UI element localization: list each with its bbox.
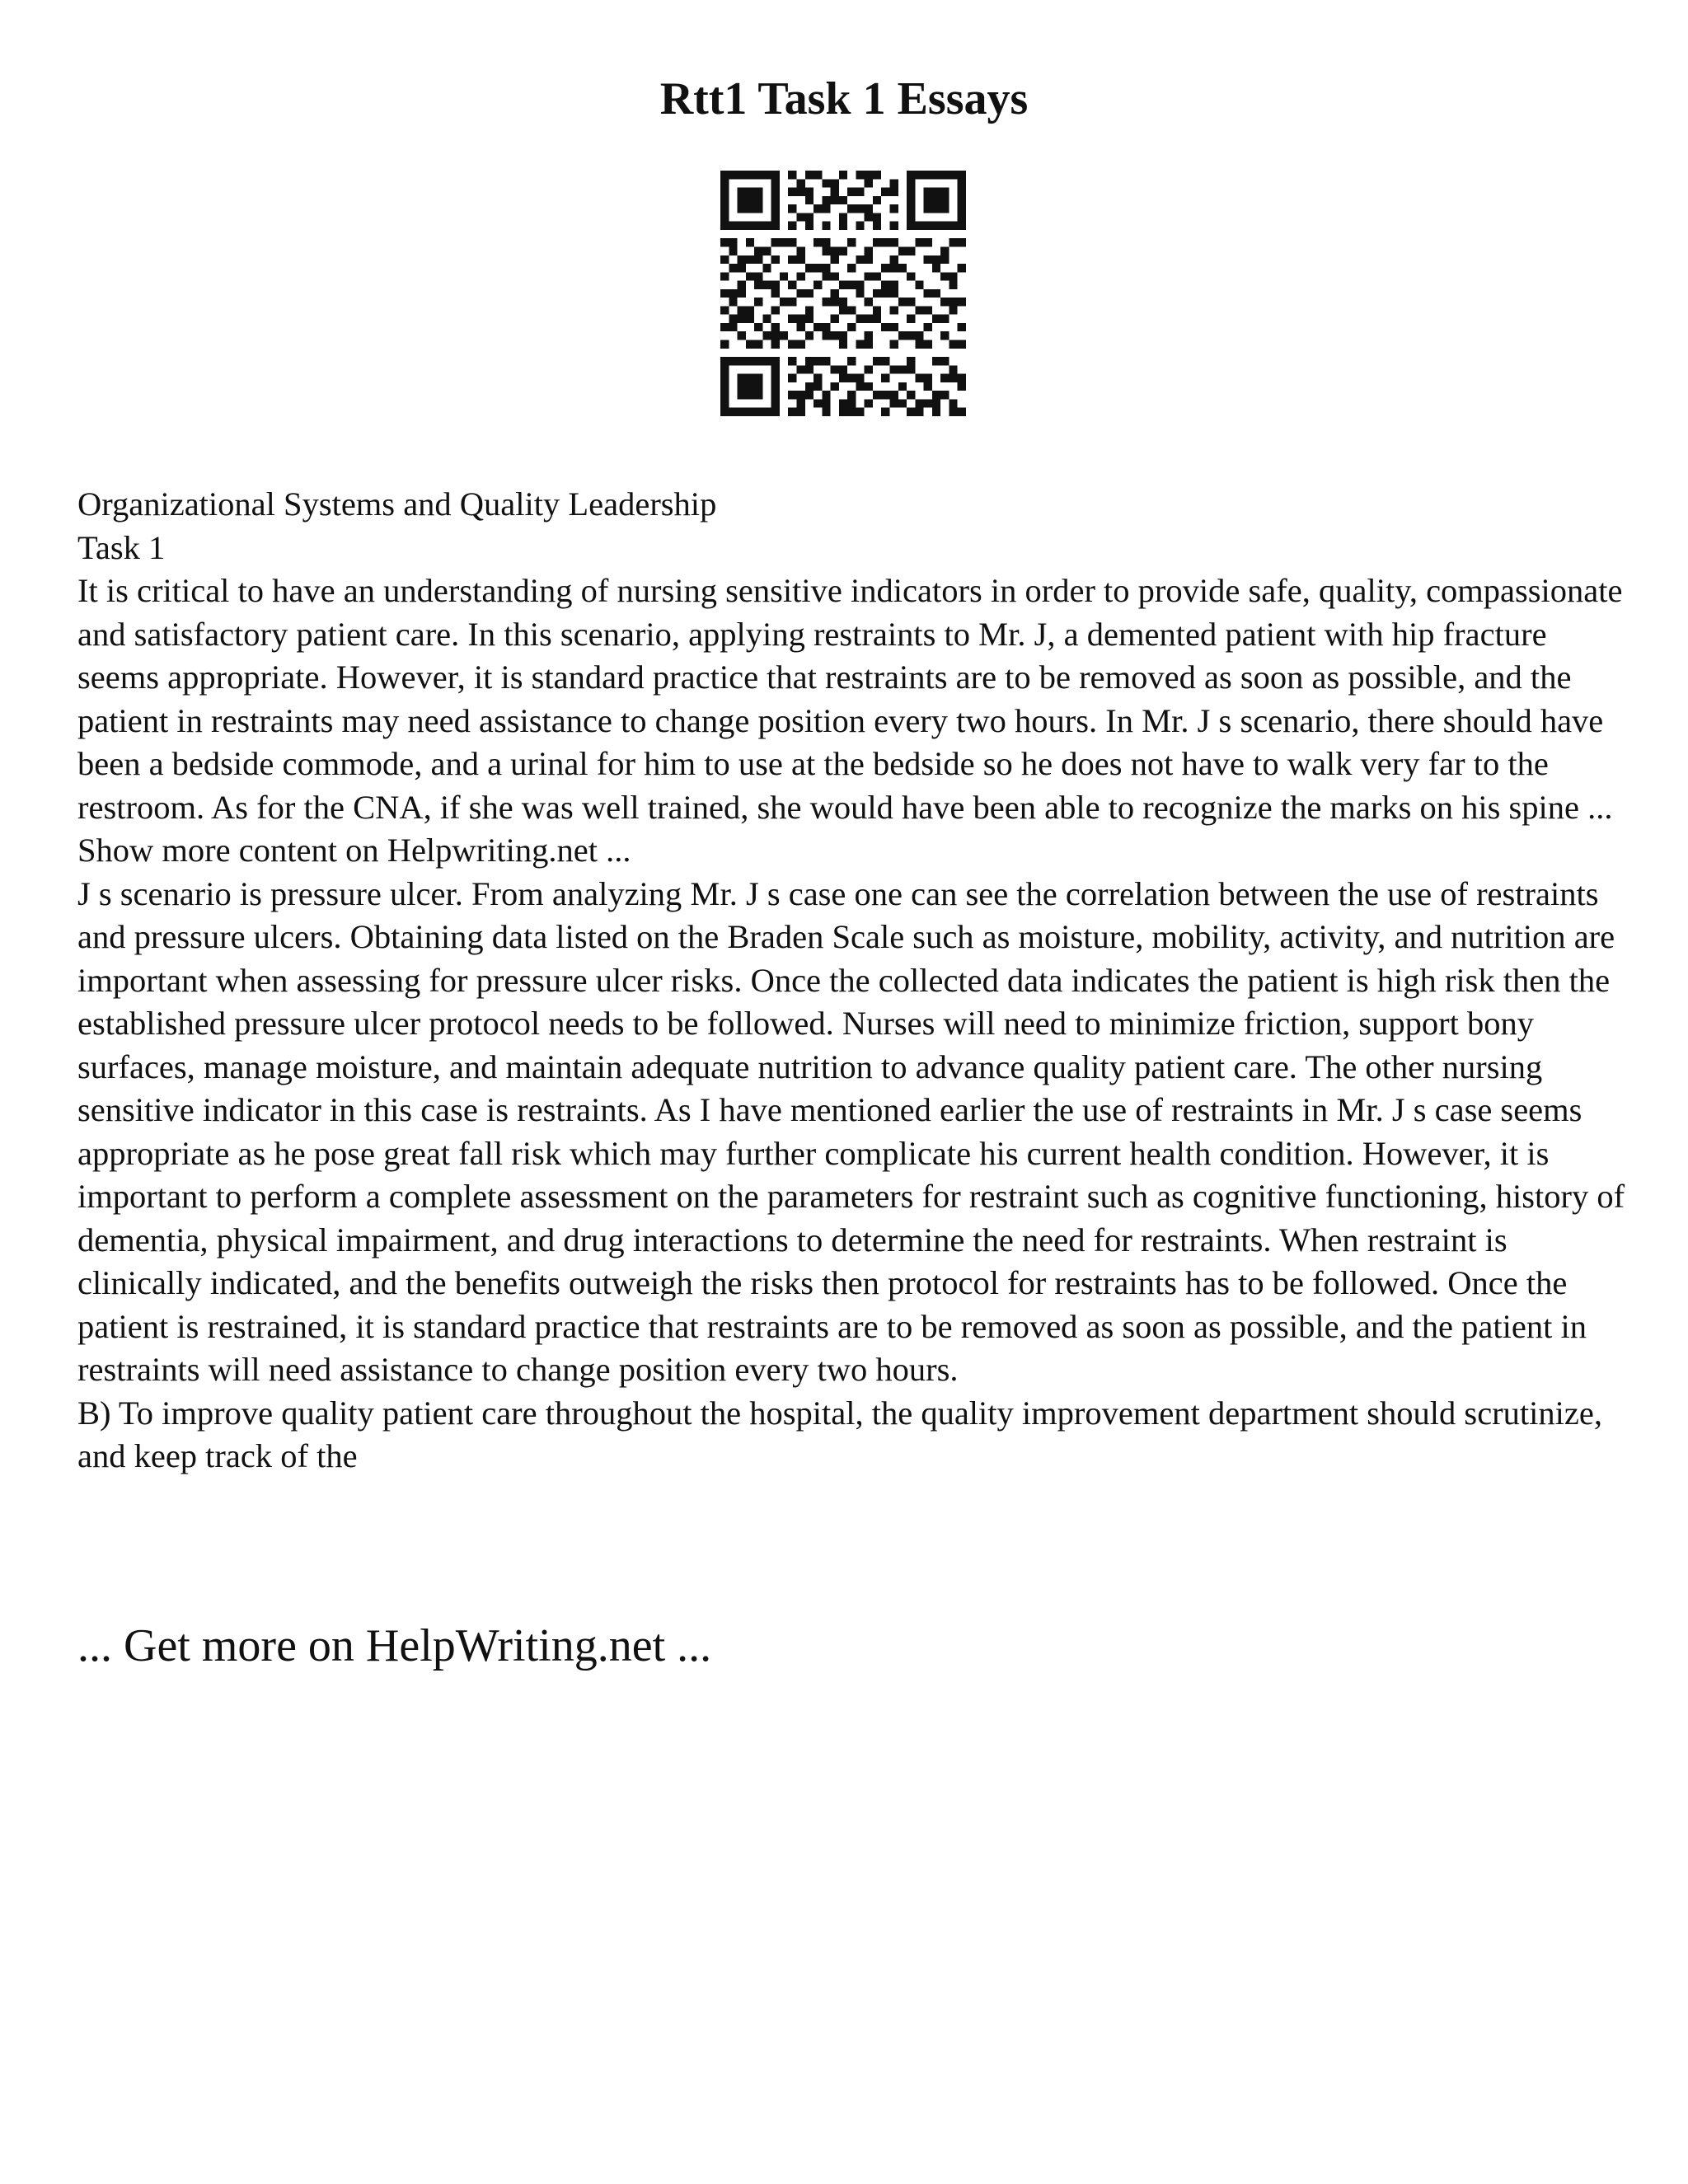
course-title: Organizational Systems and Quality Leadership [77,485,717,523]
qr-code-icon[interactable] [720,171,966,416]
task-label: Task 1 [77,528,166,566]
get-more-link[interactable]: ... Get more on HelpWriting.net ... [77,1620,712,1671]
essay-content [77,483,1627,1479]
essay-paragraph-3: B) To improve quality patient care throughout the hospital, the quality improvement department should scrutinize, and keep track of the [77,1394,1602,1474]
essay-paragraph-1: It is critical to have an understanding of nursing sensitive indicators in order to provide safe, quality, compassionate and satisfactory patient care. In this scenario, applying restraints to Mr. J, a demented patient with hip fracture seems appropriate. However, it is standard practice that restraints are to be removed as soon as possible, and the patient in restraints may need assistance to change position every two hours. In Mr. J s scenario, there should have been a bedside commode, and a urinal for him to use at the bedside so he does not have to walk very far to the restroom. As for the CNA, if she was well trained, she would have been able to recognize the marks on his spine ... Show more content on Helpwriting.net ... [77,572,1623,869]
essay-paragraph-2: J s scenario is pressure ulcer. From analyzing Mr. J s case one can see the correlation between the use of restraints and pressure ulcers. Obtaining data listed on the Braden Scale such as moisture, mobility, activity, and nutrition are important when assessing for pressure ulcer risks. Once the collected data indicates the patient is high risk then the established pressure ulcer protocol needs to be followed. Nurses will need to minimize friction, support bony surfaces, manage moisture, and maintain adequate nutrition to advance quality patient care. The other nursing sensitive indicator in this case is restraints. As I have mentioned earlier the use of restraints in Mr. J s case seems appropriate as he pose great fall risk which may further complicate his current health condition. However, it is important to perform a complete assessment on the parameters for restraint such as cognitive functioning, history of dementia, physical impairment, and drug interactions to determine the need for restraints. When restraint is clinically indicated, and the benefits outweigh the risks then protocol for restraints has to be followed. Once the patient is restrained, it is standard practice that restraints are to be removed as soon as possible, and the patient in restraints will need assistance to change position every two hours. [77,874,1625,1388]
document-title: Rtt1 Task 1 Essays [659,73,1029,124]
